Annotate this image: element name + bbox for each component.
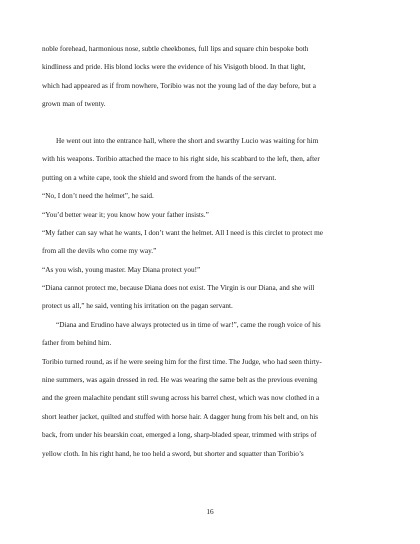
text-line: putting on a white cape, took the shield and sword from the hands of the servant. [42, 173, 277, 182]
text-line: grown man of twenty. [42, 100, 106, 109]
text-line: He went out into the entrance hall, where the short and swarthy Lucio was waiting for him [56, 136, 319, 145]
page-number: 16 [206, 508, 214, 516]
text-line: back, from under his bearskin coat, emerged a long, sharp-bladed spear, trimmed with strips of [42, 431, 317, 440]
text-line: Toribio turned round, as if he were seeing him for the first time. The Judge, who had seen thirty- [42, 357, 322, 366]
text-line: “You’d better wear it; you know how your father insists.” [42, 210, 209, 219]
text-line: short leather jacket, quilted and stuffed with horse hair. A dagger hung from his belt and, on his [42, 412, 319, 421]
text-line: protect us all,” he said, venting his irritation on the pagan servant. [42, 302, 233, 311]
text-line: “My father can say what he wants, I don’t want the helmet. All I need is this circlet to protect me [42, 228, 323, 237]
text-line: nine summers, was again dressed in red. He was wearing the same belt as the previous evening [42, 376, 318, 385]
text-line: “No, I don’t need the helmet”, he said. [42, 192, 154, 201]
text-line: “Diana and Erudino have always protected us in time of war!”, came the rough voice of his [56, 320, 321, 329]
text-line: kindliness and pride. His blond locks were the evidence of his Visigoth blood. In that light, [42, 63, 306, 72]
text-line: “Diana cannot protect me, because Diana does not exist. The Virgin is our Diana, and she will [42, 284, 315, 293]
text-line: father from behind him. [42, 339, 112, 348]
text-line: noble forehead, harmonious nose, subtle cheekbones, full lips and square chin bespoke both [42, 45, 309, 53]
text-line: “As you wish, young master. May Diana protect you!” [42, 265, 201, 274]
text-line: with his weapons. Toribio attached the mace to his right side, his scabbard to the left, then, after [42, 155, 320, 164]
paragraph-gap [42, 114, 382, 132]
text-line: and the green malachite pendant still swung across his barrel chest, which was now clothed in a [42, 394, 320, 403]
text-line: yellow cloth. In his right hand, he too held a sword, but shorter and squatter than Toribio’s [42, 449, 304, 458]
text-line: which had appeared as if from nowhere, Toribio was not the young lad of the day before, but a [42, 81, 316, 90]
text-line: from all the devils who come my way.” [42, 247, 157, 256]
body-text [42, 40, 382, 463]
